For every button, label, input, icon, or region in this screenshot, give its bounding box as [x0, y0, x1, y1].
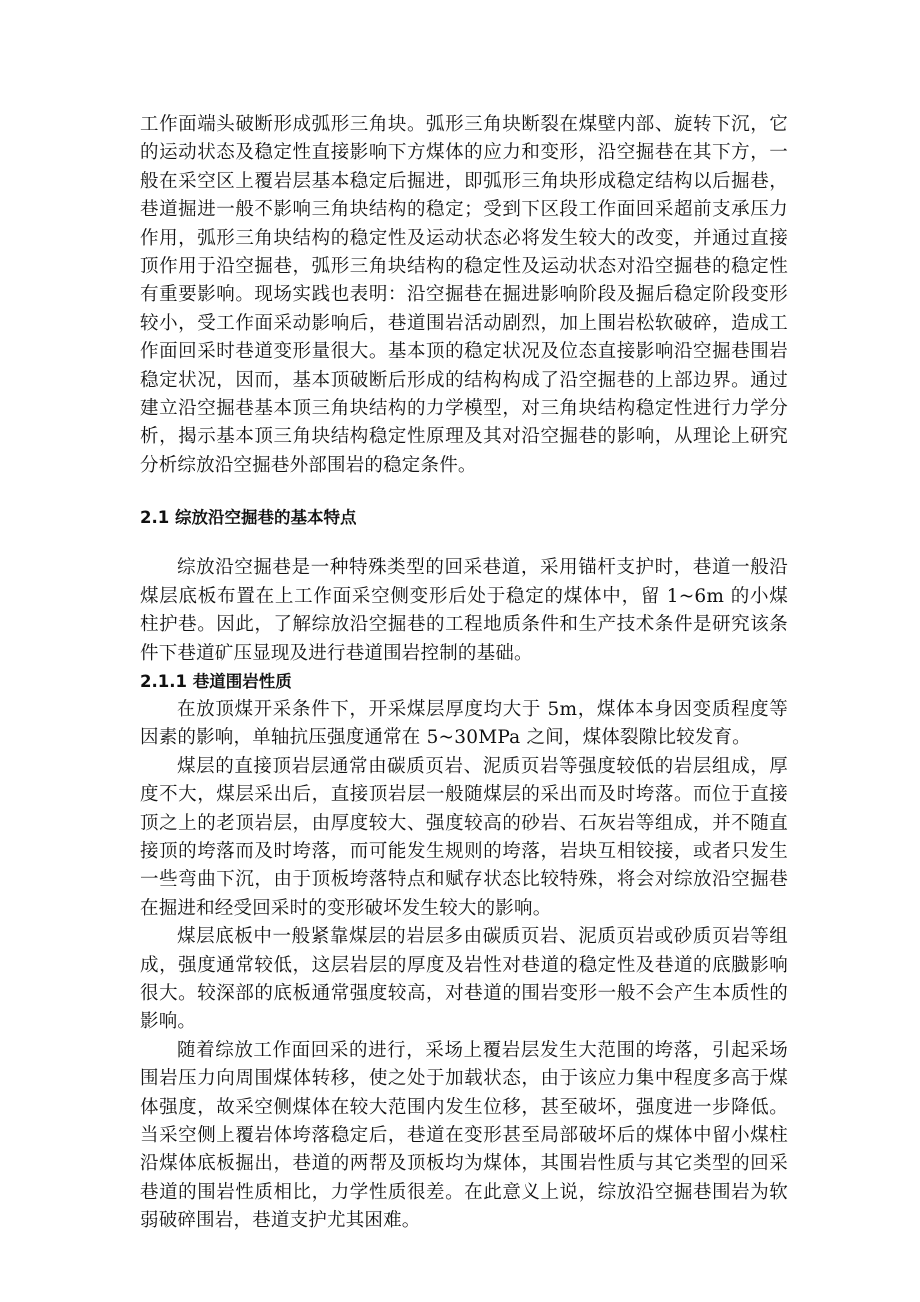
document-page: [140, 111, 788, 1236]
section-heading-2-1: 2.1 综放沿空掘巷的基本特点: [140, 508, 357, 528]
paragraph: 煤层底板中一般紧靠煤层的岩层多由碳质页岩、泥质页岩或砂质页岩等组成，强度通常较低，这层岩层的厚度及岩性对巷道的稳定性及巷道的底臌影响很大。较深部的底板通常强度较高，对巷道的围岩变形一般不会产生本质性的影响。: [140, 926, 788, 1033]
paragraph: 综放沿空掘巷是一种特殊类型的回采巷道，采用锚杆支护时，巷道一般沿煤层底板布置在上工作面采空侧变形后处于稳定的煤体中，留 1~6m 的小煤柱护巷。因此，了解综放沿空掘巷的工程地质条件和生产技术条件是研究该条件下巷道矿压显现及进行巷道围岩控制的基础。: [140, 557, 788, 664]
paragraph-continued: 工作面端头破断形成弧形三角块。弧形三角块断裂在煤壁内部、旋转下沉，它的运动状态及稳定性直接影响下方煤体的应力和变形，沿空掘巷在其下方，一般在采空区上覆岩层基本稳定后掘进，即弧形三角块形成稳定结构以后掘巷，巷道掘进一般不影响三角块结构的稳定；受到下区段工作面回采超前支承压力作用，弧形三角块结构的稳定性及运动状态必将发生较大的改变，并通过直接顶作用于沿空掘巷，弧形三角块结构的稳定性及运动状态对沿空掘巷的稳定性有重要影响。现场实践也表明：沿空掘巷在掘进影响阶段及掘后稳定阶段变形较小，受工作面采动影响后，巷道围岩活动剧烈，加上围岩松软破碎，造成工作面回采时巷道变形量很大。基本顶的稳定状况及位态直接影响沿空掘巷围岩稳定状况，因而，基本顶破断后形成的结构构成了沿空掘巷的上部边界。通过建立沿空掘巷基本顶三角块结构的力学模型，对三角块结构稳定性进行力学分析，揭示基本顶三角块结构稳定性原理及其对沿空掘巷的影响，从理论上研究分析综放沿空掘巷外部围岩的稳定条件。: [140, 114, 788, 476]
paragraph: 煤层的直接顶岩层通常由碳质页岩、泥质页岩等强度较低的岩层组成，厚度不大，煤层采出后，直接顶岩层一般随煤层的采出而及时垮落。而位于直接顶之上的老顶岩层，由厚度较大、强度较高的砂岩、石灰岩等组成，并不随直接顶的垮落而及时垮落，而可能发生规则的垮落，岩块互相铰接，或者只发生一些弯曲下沉，由于顶板垮落特点和赋存状态比较特殊，将会对综放沿空掘巷在掘进和经受回采时的变形破坏发生较大的影响。: [140, 755, 788, 919]
subsection-heading-2-1-1: 2.1.1 巷道围岩性质: [140, 671, 292, 691]
paragraph: 随着综放工作面回采的进行，采场上覆岩层发生大范围的垮落，引起采场围岩压力向周围煤体转移，使之处于加载状态，由于该应力集中程度多高于煤体强度，故采空侧煤体在较大范围内发生位移，甚至破坏，强度进一步降低。当采空侧上覆岩体垮落稳定后，巷道在变形甚至局部破坏后的煤体中留小煤柱沿煤体底板掘出，巷道的两帮及顶板均为煤体，其围岩性质与其它类型的回采巷道的围岩性质相比，力学性质很差。在此意义上说，综放沿空掘巷围岩为软弱破碎围岩，巷道支护尤其困难。: [140, 1039, 788, 1232]
paragraph: 在放顶煤开采条件下，开采煤层厚度均大于 5m，煤体本身因变质程度等因素的影响，单轴抗压强度通常在 5~30MPa 之间，煤体裂隙比较发育。: [140, 698, 788, 749]
